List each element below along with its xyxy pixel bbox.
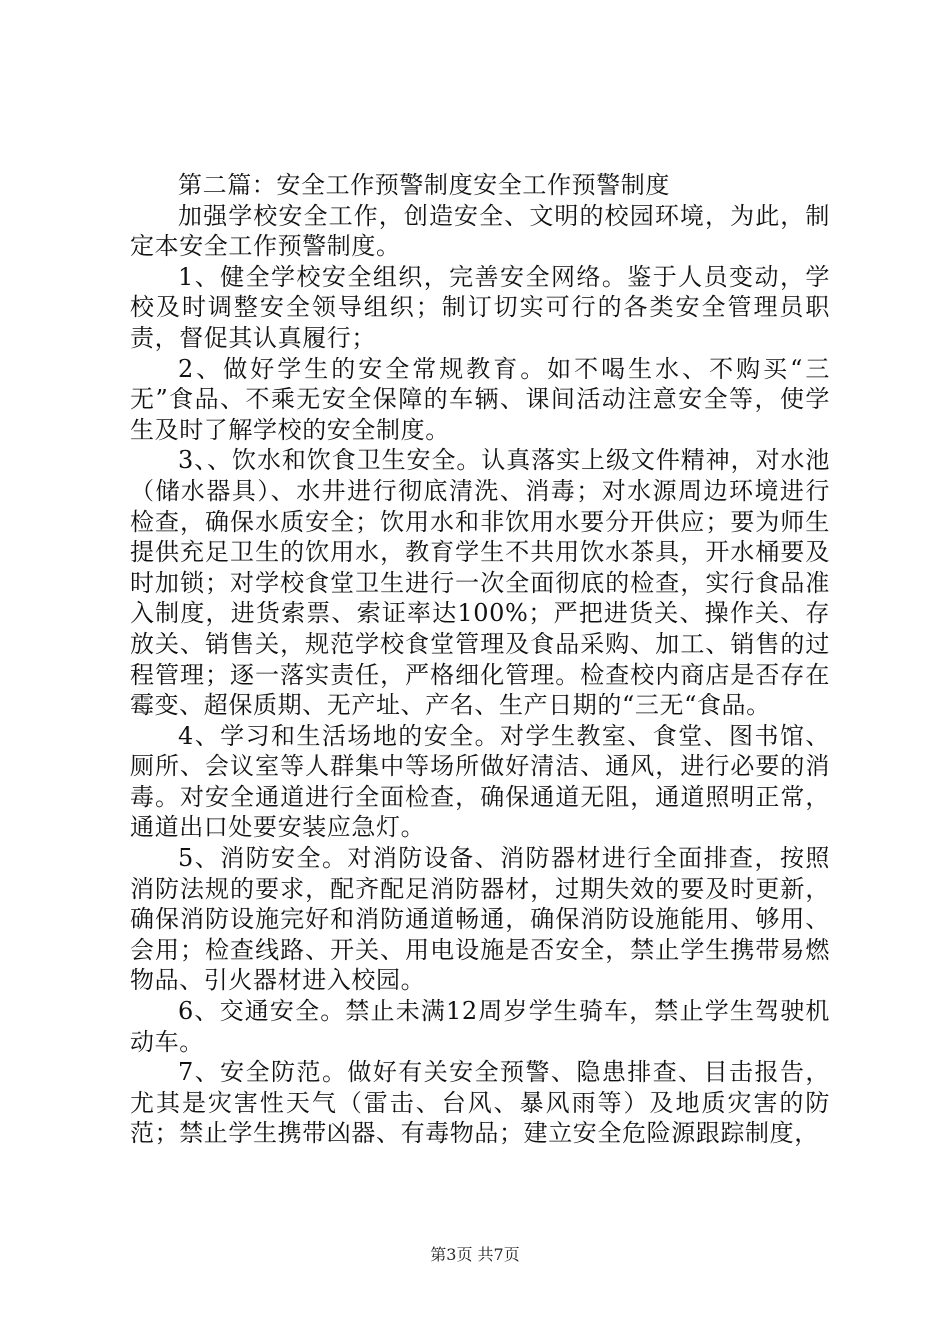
paragraph-intro: 加强学校安全工作，创造安全、文明的校园环境，为此，制定本安全工作预警制度。 xyxy=(130,201,830,261)
paragraph-item-3: 3、、饮水和饮食卫生安全。认真落实上级文件精神，对水池（储水器具）、水井进行彻底清洗、消毒；对水源周边环境进行检查，确保水质安全；饮用水和非饮用水要分开供应；要为师生提供充足卫生的饮用水，教育学生不共用饮水茶具，开水桶要及时加锁；对学校食堂卫生进行一次全面彻底的检查，实行食品准入制度，进货索票、索证率达100%；严把进货关、操作关、存放关、销售关，规范学校食堂管理及食品采购、加工、销售的过程管理；逐一落实责任，严格细化管理。检查校内商店是否存在霉变、超保质期、无产址、产名、生产日期的“三无“食品。 xyxy=(130,446,830,720)
document-title: 第二篇：安全工作预警制度安全工作预警制度 xyxy=(178,171,670,199)
page-number-footer: 第3页 共7页 xyxy=(430,1245,520,1264)
paragraph-item-4: 4、学习和生活场地的安全。对学生教室、食堂、图书馆、厕所、会议室等人群集中等场所做好清洁、通风，进行必要的消毒。对安全通道进行全面检查，确保通道无阻，通道照明正常，通道出口处要安装应急灯。 xyxy=(130,721,830,842)
paragraph-item-1: 1、健全学校安全组织，完善安全网络。鉴于人员变动，学校及时调整安全领导组织；制订切实可行的各类安全管理员职责，督促其认真履行； xyxy=(130,262,830,352)
document-body xyxy=(130,170,830,1149)
paragraph-item-5: 5、消防安全。对消防设备、消防器材进行全面排查，按照消防法规的要求，配齐配足消防器材，过期失效的要及时更新，确保消防设施完好和消防通道畅通，确保消防设施能用、够用、会用；检查线路、开关、用电设施是否安全，禁止学生携带易燃物品、引火器材进入校园。 xyxy=(130,844,830,995)
paragraph-item-2: 2、做好学生的安全常规教育。如不喝生水、不购买“三无”食品、不乘无安全保障的车辆、课间活动注意安全等，使学生及时了解学校的安全制度。 xyxy=(130,354,830,444)
paragraph-item-6: 6、交通安全。禁止未满12周岁学生骑车，禁止学生驾驶机动车。 xyxy=(130,997,830,1056)
paragraph-item-7: 7、安全防范。做好有关安全预警、隐患排查、目击报告，尤其是灾害性天气（雷击、台风、暴风雨等）及地质灾害的防范；禁止学生携带凶器、有毒物品；建立安全危险源跟踪制度， xyxy=(130,1058,830,1148)
